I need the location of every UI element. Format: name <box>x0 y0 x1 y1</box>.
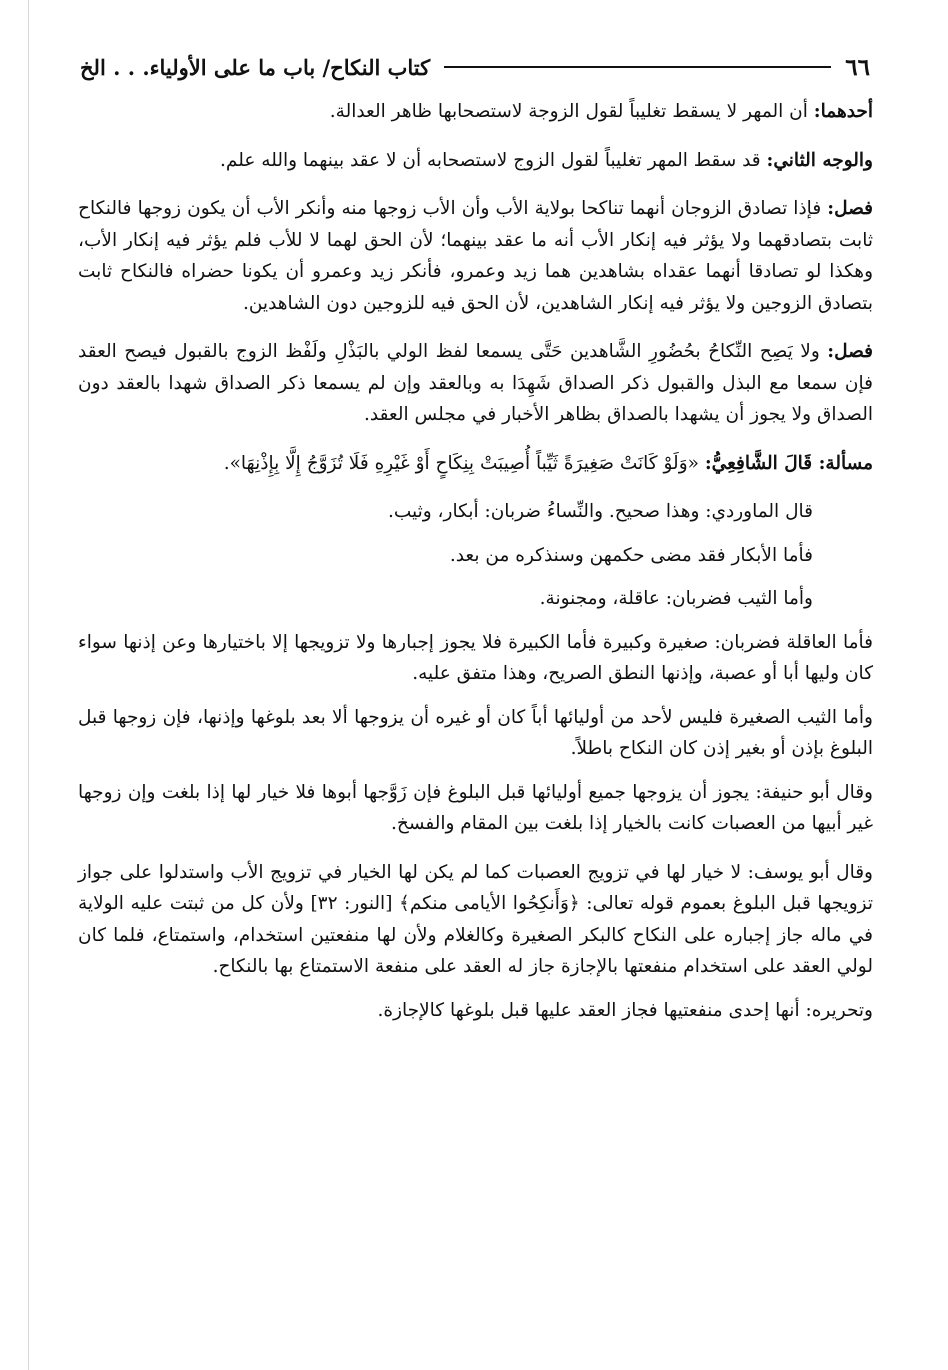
paragraph-lead: أحدهما: <box>813 101 873 122</box>
paragraph-text: فأما الأبكار فقد مضى حكمهن وسنذكره من بعد. <box>449 544 813 566</box>
paragraph-section-witnesses <box>78 336 873 431</box>
paragraph-text: فأما العاقلة فضربان: صغيرة وكبيرة فأما الكبيرة فلا يجوز إجبارها ولا تزويجها إلا باختيارها وعن إذنها سواء كان وليها أبا أو عصبة، وإذنها النطق الصريح، وهذا متفق عليه. <box>78 631 873 684</box>
page-body <box>78 96 873 1038</box>
paragraph-virgins <box>78 540 873 572</box>
paragraph-lead: فصل: <box>827 198 873 219</box>
paragraph-text: وقال أبو يوسف: لا خيار لها في تزويج العصبات كما لم يكن لها الخيار في تزويج الأب واستدلوا على جواز تزويجها قبل البلوغ بعموم قوله تعالى: ﴿وَأَنكِحُوا الأيامى منكم﴾ [النور: ٣٢] ولأن كل من ثبتت عليه الولاية في ماله جاز إجباره على النكاح كالبكر الصغيرة وكالغلام ولأن لها منفعتين استخدام، واستمتاع، فلما كان لولي العقد على استخدام منفعتها بالإجازة جاز له العقد على منفعة الاستمتاع بها بالنكاح. <box>78 861 873 977</box>
paragraph-text: وأما الثيب فضربان: عاقلة، ومجنونة. <box>539 588 813 609</box>
paragraph-first-aspect <box>78 96 873 128</box>
page-number: ٦٦ <box>845 53 870 81</box>
paragraph-abu-hanifa <box>78 777 873 840</box>
paragraph-text: ولا يَصِح النِّكاحُ بحُضُورِ الشَّاهدين حَتَّى يسمعا لفظ الولي بالبَذْلِ ولَفْظ الزوج بالقبول فيصح العقد فإن سمعا مع البذل والقبول ذكر الصداق شَهِدَا به وبالعقد وإن لم يسمعا ذكر الصداق شهدا بالعقد دون الصداق ولا يجوز أن يشهدا بالصداق بظاهر الأخبار في مجلس العقد. <box>78 341 873 425</box>
paragraph-second-aspect <box>78 145 873 177</box>
paragraph-issue-shafii <box>78 448 873 480</box>
paragraph-text: أن المهر لا يسقط تغليباً لقول الزوجة لاستصحابها ظاهر العدالة. <box>329 101 814 122</box>
paragraph-conclusion <box>78 995 873 1027</box>
paragraph-mawardi <box>78 496 873 528</box>
paragraph-previously-married <box>78 583 873 615</box>
paragraph-sane-woman <box>78 627 873 690</box>
page-header <box>80 50 870 84</box>
paragraph-section-spouses-agree <box>78 193 873 319</box>
paragraph-text: وقال أبو حنيفة: يجوز أن يزوجها جميع أوليائها قبل البلوغ فإن زَوَّجها أبوها فلا خيار لها إذا بلغت وإن زوجها غير أبيها من العصبات كانت بالخيار إذا بلغت بين المقام والفسخ. <box>78 781 873 834</box>
page-edge-line <box>28 0 29 1370</box>
paragraph-young-previously-married <box>78 702 873 765</box>
header-rule <box>444 66 831 68</box>
paragraph-text: «وَلَوْ كَانَتْ صَغِيرَةً ثَيِّباً أُصِيبَتْ بِنِكَاحٍ أَوْ غَيْرِهِ فَلَا تُزَوَّجُ إِلَّا بِإِذْنِهَا». <box>223 452 705 474</box>
paragraph-lead: مسألة: قَالَ الشَّافِعِيُّ: <box>704 452 873 474</box>
paragraph-lead: فصل: <box>827 341 873 362</box>
paragraph-lead: والوجه الثاني: <box>766 149 873 171</box>
paragraph-text: قال الماوردي: وهذا صحيح. والنِّساءُ ضربان: أبكار، وثيب. <box>387 501 813 522</box>
running-title: كتاب النكاح/ باب ما على الأولياء. . . الخ <box>80 54 431 80</box>
paragraph-text: وأما الثيب الصغيرة فليس لأحد من أوليائها أباً كان أو غيره أن يزوجها ألا بعد بلوغها وإذنها، فإن زوجها قبل البلوغ بإذن أو بغير إذن كان النكاح باطلاً. <box>78 706 873 759</box>
paragraph-text: فإذا تصادق الزوجان أنهما تناكحا بولاية الأب وأن الأب زوجها منه وأنكر الأب أن يكون زوجها فالنكاح ثابت بتصادقهما ولا يؤثر فيه إنكار الأب أنه ما عقد بينهما؛ لأن الحق لهما لا للأب فلم يؤثر فيه إنكار الأب، وهكذا لو تصادقا أنهما عقداه بشاهدين هما زيد وعمرو، فأنكر زيد وعمرو أن يكونا حضراه فالنكاح ثابت بتصادق الزوجين ولا يؤثر فيه إنكار الشاهدين، لأن الحق فيه للزوجين دون الشاهدين. <box>78 198 873 314</box>
paragraph-text: قد سقط المهر تغليباً لقول الزوج لاستصحابه أن لا عقد بينهما والله علم. <box>220 149 767 171</box>
paragraph-abu-yusuf <box>78 857 873 983</box>
paragraph-text: وتحريره: أنها إحدى منفعتيها فجاز العقد عليها قبل بلوغها كالإجازة. <box>377 999 873 1021</box>
